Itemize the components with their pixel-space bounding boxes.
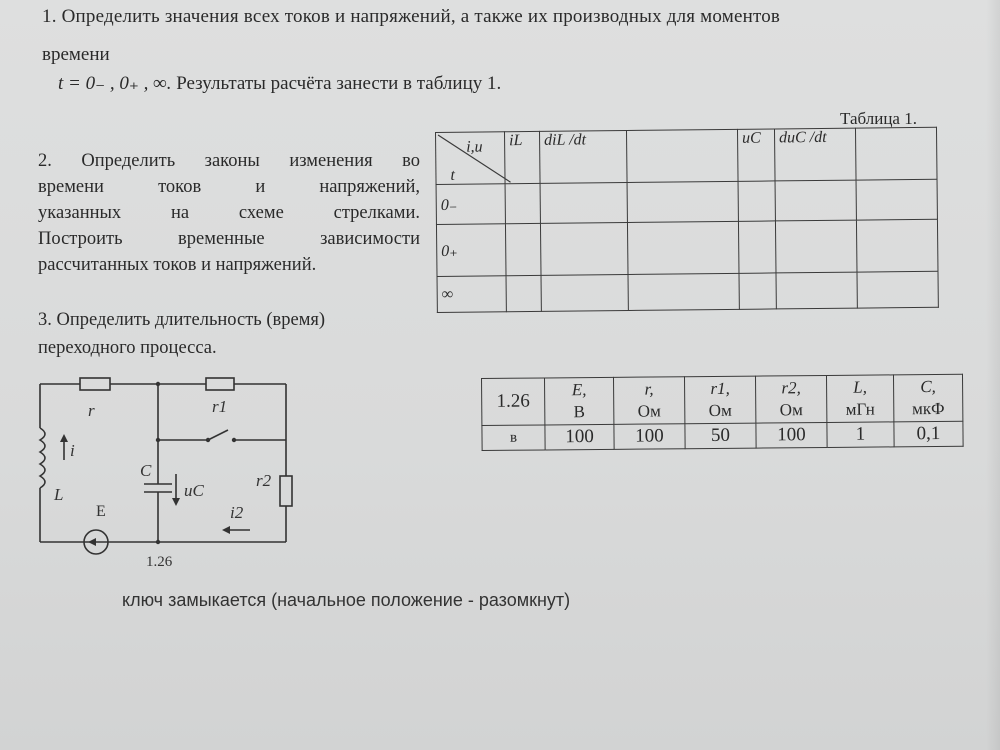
value-r: 100	[614, 424, 685, 450]
table-row	[437, 271, 938, 312]
variant-number: 1.26	[482, 378, 545, 426]
table-cell	[856, 219, 938, 272]
task3-line2: переходного процесса.	[38, 338, 217, 358]
label-r2: r2	[256, 471, 272, 490]
inductor-L	[40, 428, 45, 488]
col-header-iL: iL	[505, 131, 541, 183]
header-unit: мГн	[845, 399, 875, 419]
value-C: 0,1	[894, 421, 963, 447]
header-top: r2,	[781, 378, 801, 398]
label-L: L	[54, 485, 64, 504]
row-label-b: в	[482, 425, 545, 451]
header-r2	[755, 375, 826, 423]
table-cell	[540, 222, 628, 275]
task2-line: рассчитанных токов и напряжений.	[38, 255, 317, 275]
header-unit: Ом	[779, 400, 803, 420]
task3-line1: 3. Определить длительность (время)	[38, 310, 326, 330]
footer-note: ключ замыкается (начальное положение - разомкнут)	[122, 590, 571, 610]
diagonal-header-cell	[436, 132, 506, 185]
circuit-caption: 1.26	[146, 554, 173, 570]
task2-text	[38, 148, 420, 278]
col-header-diL: diL /dt	[539, 130, 627, 183]
resistor-r1	[206, 378, 234, 390]
task1-line2: времени	[42, 44, 110, 65]
switch	[208, 430, 228, 440]
header-r	[613, 377, 684, 425]
table-cell	[857, 271, 938, 308]
table1-caption: Таблица 1.	[840, 109, 917, 128]
header-L	[826, 375, 893, 423]
label-uC: uC	[184, 481, 204, 500]
table-row	[436, 219, 938, 276]
header-top: r,	[644, 379, 654, 399]
header-top: r1,	[710, 378, 730, 398]
value-r1: 50	[685, 423, 756, 449]
arrowhead-icon	[60, 434, 68, 442]
task2-line: 2. Определить законы изменения во	[38, 151, 420, 171]
label-C: C	[140, 461, 152, 480]
label-r: r	[88, 401, 95, 420]
parameters-table	[481, 374, 964, 451]
table-cell	[738, 221, 776, 273]
table-cell	[739, 273, 776, 309]
resistor-r	[80, 378, 110, 390]
diag-bottom-label: t	[450, 166, 455, 184]
header-r1	[684, 376, 755, 424]
label-r1: r1	[212, 397, 228, 416]
header-top: C,	[920, 377, 936, 397]
value-L: 1	[827, 422, 894, 448]
table-cell	[775, 220, 857, 273]
value-r2: 100	[756, 422, 827, 448]
label-i: i	[70, 441, 75, 460]
col-header-empty-1	[626, 129, 738, 182]
task2-line: Построить временные зависимости	[38, 229, 420, 249]
col-header-empty-2	[855, 127, 937, 180]
table-cell	[627, 181, 738, 222]
task1-line1: 1. Определить значения всех токов и напряжений, а также их производных для моментов	[42, 6, 781, 27]
table-cell	[506, 275, 541, 311]
header-unit: Ом	[708, 400, 732, 421]
col-header-uC: uC	[737, 129, 775, 181]
circuit-diagram	[30, 370, 310, 575]
value-E: 100	[545, 424, 614, 450]
row-label-0minus: 0₋	[436, 184, 505, 225]
table-cell	[540, 182, 627, 223]
header-unit: Ом	[637, 401, 661, 421]
table-row	[436, 179, 937, 224]
header-top: E,	[571, 380, 587, 400]
header-top: L,	[853, 377, 868, 397]
task1-line3	[58, 72, 501, 95]
header-unit: мкФ	[911, 398, 945, 419]
header-C	[893, 374, 962, 422]
table-cell	[738, 181, 775, 221]
table-cell	[627, 221, 739, 274]
resistor-r2	[280, 476, 292, 506]
table-cell	[505, 183, 540, 223]
header-unit: B	[573, 402, 586, 422]
table-cell	[856, 179, 937, 220]
row-label-infinity: ∞	[437, 276, 506, 313]
arrowhead-icon	[222, 526, 230, 534]
task1-line3-rest: Результаты расчёта занести в таблицу 1.	[171, 73, 502, 94]
paper-shadow	[986, 0, 1000, 750]
diag-top-label: i,u	[466, 138, 483, 156]
table-cell	[775, 180, 856, 221]
col-header-duC: duC /dt	[774, 128, 856, 181]
task2-line: времени токов и напряжений,	[38, 177, 420, 197]
task2-line: указанных на схеме стрелками.	[38, 203, 420, 223]
row-label-0plus: 0₊	[436, 224, 506, 277]
table-cell	[505, 223, 541, 275]
label-i2: i2	[230, 503, 244, 522]
table-cell	[776, 272, 857, 309]
header-E	[545, 377, 614, 425]
table-cell	[541, 274, 628, 311]
table-cell	[628, 273, 739, 310]
arrowhead-icon	[172, 498, 180, 506]
results-table	[435, 127, 939, 313]
time-moments: t = 0₋ , 0₊ , ∞.	[58, 73, 172, 94]
label-E: E	[96, 503, 106, 520]
